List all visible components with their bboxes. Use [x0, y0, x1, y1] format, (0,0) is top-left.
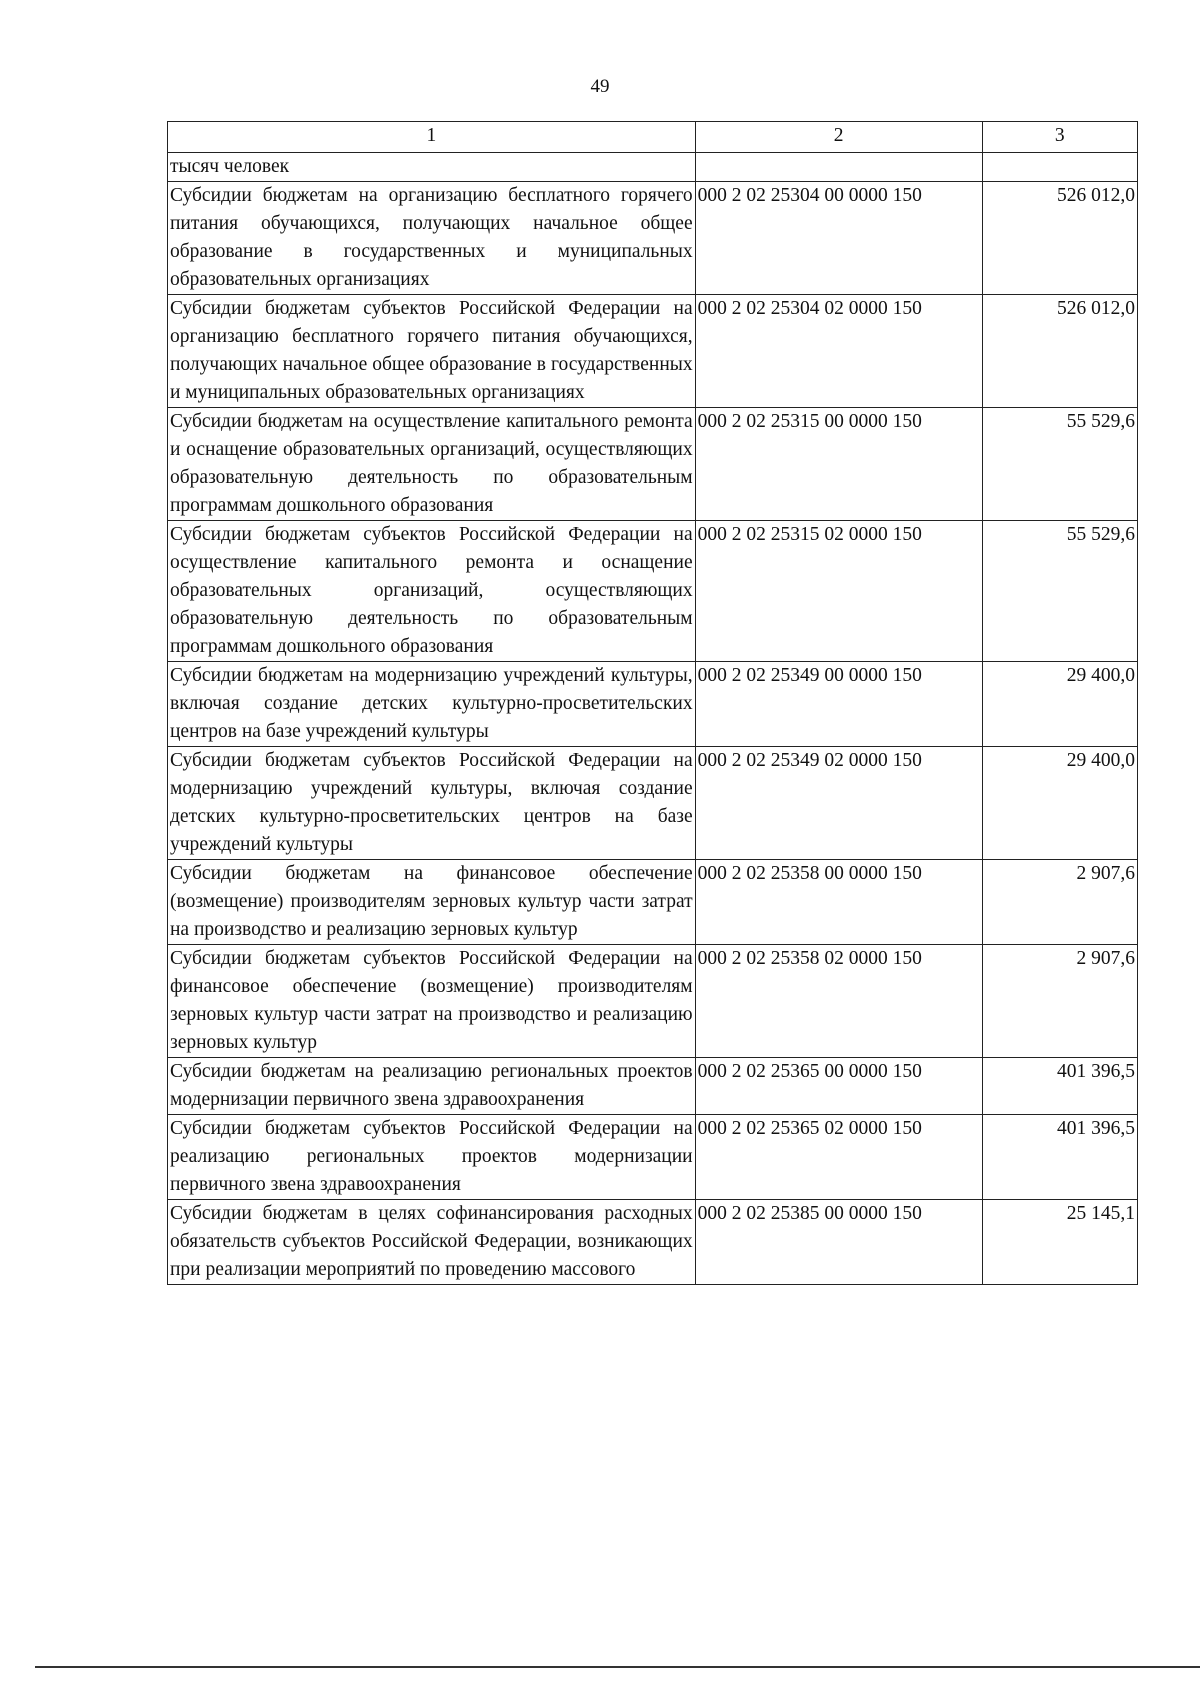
amount-cell: 55 529,6: [982, 408, 1138, 521]
table-row: [168, 747, 1138, 860]
description-cell: Субсидии бюджетам субъектов Российской Федерации на организацию бесплатного горячего питания обучающихся, получающих начальное общее образование в государственных и муниципальных образовательных организациях: [168, 295, 696, 408]
description-cell: Субсидии бюджетам субъектов Российской Федерации на финансовое обеспечение (возмещение) производителям зерновых культур части затрат на производство и реализацию зерновых культур: [168, 945, 696, 1058]
table-row: [168, 295, 1138, 408]
description-cell: Субсидии бюджетам на организацию бесплатного горячего питания обучающихся, получающих начальное общее образование в государственных и муниципальных образовательных организациях: [168, 182, 696, 295]
code-cell: 000 2 02 25365 02 0000 150: [695, 1115, 982, 1200]
code-cell: 000 2 02 25349 02 0000 150: [695, 747, 982, 860]
code-cell: 000 2 02 25315 02 0000 150: [695, 521, 982, 662]
description-cell: Субсидии бюджетам в целях софинансирования расходных обязательств субъектов Российской Федерации, возникающих при реализации мероприятий по проведению массового: [168, 1200, 696, 1285]
amount-cell: 526 012,0: [982, 182, 1138, 295]
table-header-row: [168, 122, 1138, 153]
table-row: [168, 408, 1138, 521]
description-cell: Субсидии бюджетам на финансовое обеспечение (возмещение) производителям зерновых культур части затрат на производство и реализацию зерновых культур: [168, 860, 696, 945]
table-row: [168, 860, 1138, 945]
amount-cell: 401 396,5: [982, 1058, 1138, 1115]
description-cell: Субсидии бюджетам субъектов Российской Федерации на модернизацию учреждений культуры, включая создание детских культурно-просветительских центров на базе учреждений культуры: [168, 747, 696, 860]
bottom-rule: [35, 1666, 1200, 1668]
amount-cell: [982, 153, 1138, 182]
description-cell: Субсидии бюджетам на реализацию региональных проектов модернизации первичного звена здравоохранения: [168, 1058, 696, 1115]
table-row: [168, 662, 1138, 747]
amount-cell: 29 400,0: [982, 662, 1138, 747]
description-cell: Субсидии бюджетам субъектов Российской Федерации на осуществление капитального ремонта и оснащение образовательных организаций, осуществляющих образовательную деятельность по образовательным программам дошкольного образования: [168, 521, 696, 662]
description-cell: Субсидии бюджетам на осуществление капитального ремонта и оснащение образовательных организаций, осуществляющих образовательную деятельность по образовательным программам дошкольного образования: [168, 408, 696, 521]
table-row: [168, 945, 1138, 1058]
code-cell: 000 2 02 25315 00 0000 150: [695, 408, 982, 521]
amount-cell: 55 529,6: [982, 521, 1138, 662]
header-cell-3: 3: [982, 122, 1138, 153]
header-cell-1: 1: [168, 122, 696, 153]
amount-cell: 2 907,6: [982, 860, 1138, 945]
description-cell: Субсидии бюджетам субъектов Российской Федерации на реализацию региональных проектов модернизации первичного звена здравоохранения: [168, 1115, 696, 1200]
description-cell: Субсидии бюджетам на модернизацию учреждений культуры, включая создание детских культурно-просветительских центров на базе учреждений культуры: [168, 662, 696, 747]
amount-cell: 401 396,5: [982, 1115, 1138, 1200]
code-cell: 000 2 02 25365 00 0000 150: [695, 1058, 982, 1115]
header-cell-2: 2: [695, 122, 982, 153]
table-row: [168, 153, 1138, 182]
code-cell: 000 2 02 25349 00 0000 150: [695, 662, 982, 747]
table-row: [168, 1115, 1138, 1200]
code-cell: 000 2 02 25304 00 0000 150: [695, 182, 982, 295]
description-cell: тысяч человек: [168, 153, 696, 182]
code-cell: 000 2 02 25304 02 0000 150: [695, 295, 982, 408]
code-cell: 000 2 02 25385 00 0000 150: [695, 1200, 982, 1285]
amount-cell: 29 400,0: [982, 747, 1138, 860]
code-cell: 000 2 02 25358 00 0000 150: [695, 860, 982, 945]
code-cell: 000 2 02 25358 02 0000 150: [695, 945, 982, 1058]
table-row: [168, 182, 1138, 295]
table-row: [168, 1200, 1138, 1285]
code-cell: [695, 153, 982, 182]
table-row: [168, 521, 1138, 662]
amount-cell: 526 012,0: [982, 295, 1138, 408]
amount-cell: 2 907,6: [982, 945, 1138, 1058]
page-number: 49: [590, 76, 610, 97]
amount-cell: 25 145,1: [982, 1200, 1138, 1285]
budget-table: [167, 121, 1138, 1285]
table-row: [168, 1058, 1138, 1115]
